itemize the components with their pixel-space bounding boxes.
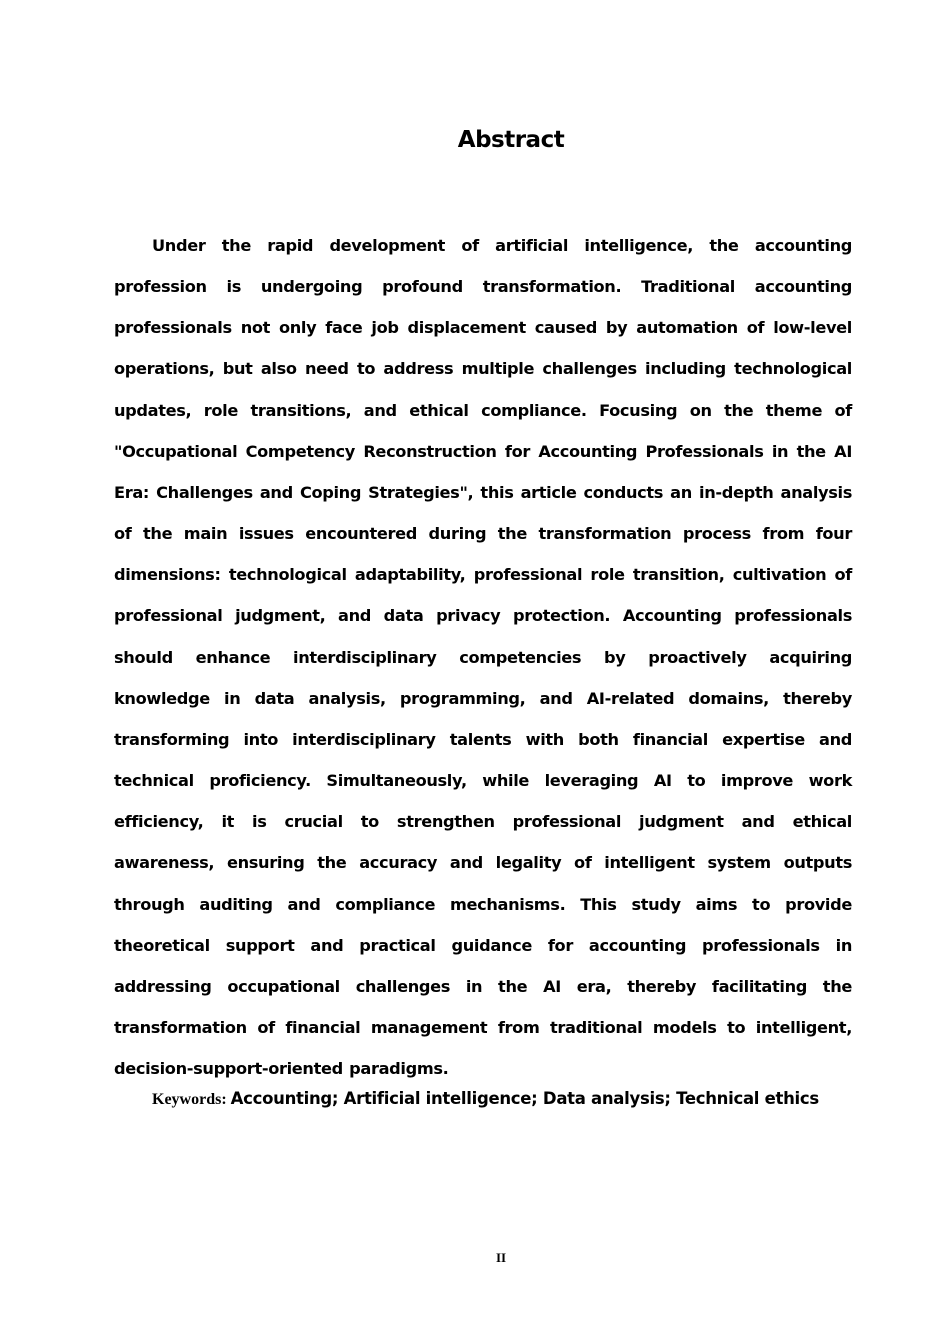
page-number: II: [496, 1250, 507, 1265]
abstract-title: Abstract: [457, 127, 565, 153]
keywords-line: [152, 1089, 852, 1109]
keywords-label: Keywords:: [152, 1091, 231, 1108]
abstract-body: Under the rapid development of artificial intelligence, the accounting profession is undergoing profound transformation. Traditional accounting professionals not only face job displacement caused by automation of low-level operations, but also need to address multiple challenges including technological updates, role transitions, and ethical compliance. Focusing on the theme of "Occupational Competency Reconstruction for Accounting Professionals in the AI Era: Challenges and Coping Strategies", this article conducts an in-depth analysis of the main issues encountered during the transformation process from four dimensions: technological adaptability, professional role transition, cultivation of professional judgment, and data privacy protection. Accounting professionals should enhance interdisciplinary competencies by proactively acquiring knowledge in data analysis, programming, and AI-related domains, thereby transforming into interdisciplinary talents with both financial expertise and technical proficiency. Simultaneously, while leveraging AI to improve work efficiency, it is crucial to strengthen professional judgment and ethical awareness, ensuring the accuracy and legality of intelligent system outputs through auditing and compliance mechanisms. This study aims to provide theoretical support and practical guidance for accounting professionals in addressing occupational challenges in the AI era, thereby facilitating the transformation of financial management from traditional models to intelligent, decision-support-oriented paradigms.: [114, 236, 852, 1079]
keywords-value: Accounting; Artificial intelligence; Data analysis; Technical ethics: [230, 1089, 819, 1108]
